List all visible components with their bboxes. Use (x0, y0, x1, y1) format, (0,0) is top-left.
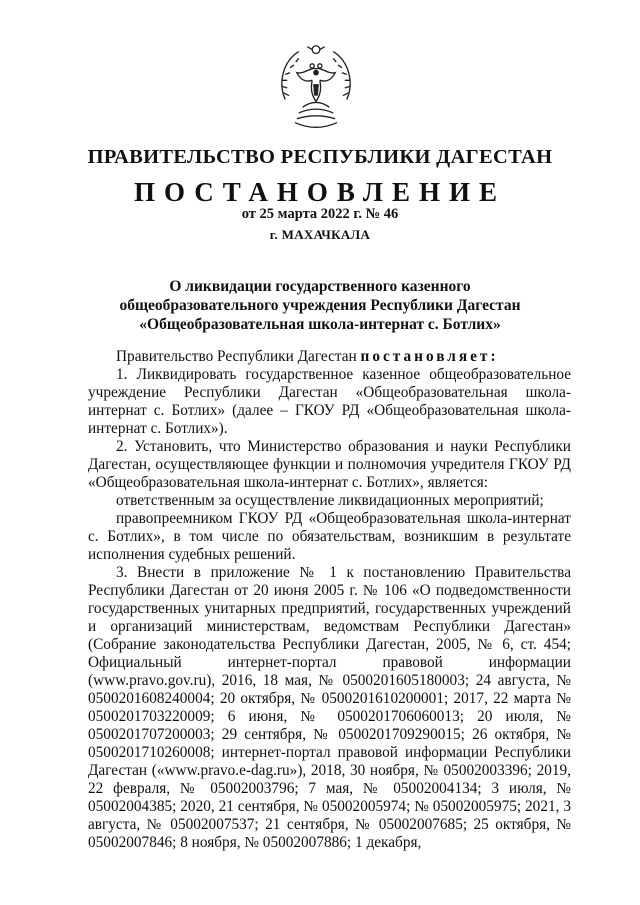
intro-text: Правительство Республики Дагестан (116, 348, 361, 365)
intro-keyword: постановляет: (360, 348, 499, 365)
document-type: ПОСТАНОВЛЕНИЕ (133, 177, 507, 207)
document-date-number: от 25 марта 2022 г. № 46 (241, 206, 399, 222)
coat-of-arms-icon (268, 40, 364, 136)
intro-paragraph (88, 348, 571, 366)
document-city: г. МАХАЧКАЛА (269, 227, 371, 242)
document-title (60, 277, 580, 334)
clause-1: 1. Ликвидировать государственное казенное общеобразовательное учреждение Республики Дагестан «Общеобразовательная школа-интернат с. Ботлих» (далее – ГКОУ РД «Общеобразовательная школа-интернат с. Ботлих»). (88, 366, 571, 437)
title-line: «Общеобразовательная школа-интернат с. Ботлих» (139, 316, 501, 333)
clause-2: 2. Установить, что Министерство образования и науки Республики Дагестан, осуществляющее функции и полномочия учредителя ГКОУ РД «Общеобразовательная школа-интернат с. Ботлих», является: (88, 438, 571, 491)
title-line: общеобразовательного учреждения Республики Дагестан (119, 297, 521, 314)
title-line: О ликвидации государственного казенного (169, 278, 471, 295)
clause-2a: ответственным за осуществление ликвидационных мероприятий; (116, 492, 544, 509)
clause-3: 3. Внести в приложение № 1 к постановлению Правительства Республики Дагестан от 20 июня 2005 г. № 106 «О подведомственности государственных унитарных предприятий, государственных учреждений и организаций министерствам, ведомствам Республики Дагестан» (Собрание законодательства Республики Дагестан, 2005, № 6, ст. 454; Официальный интернет-портал правовой информации (www.pravo.gov.ru), 2016, 18 мая, № 0500201605180003; 24 августа, № 0500201608240004; 20 октября, № 0500201610200001; 2017, 22 марта № 0500201703220009; 6 июня, № 0500201706060013; 20 июля, № 0500201707200003; 29 сентября, № 0500201709290015; 26 октября, № 0500201710260008; интернет-портал правовой информации Республики Дагестан («www.pravo.e-dag.ru»), 2018, 30 ноября, № 05002003396; 2019, 22 февраля, № 05002003796; 7 мая, № 05002004134; 3 июля, № 05002004385; 2020, 21 сентября, № 05002005974; № 05002005975; 2021, 3 августа, № 05002007537; 21 сентября, № 05002007685; 25 октября, № 05002007846; 8 ноября, № 05002007886; 1 декабря, (88, 564, 571, 851)
government-name: ПРАВИТЕЛЬСТВО РЕСПУБЛИКИ ДАГЕСТАН (87, 146, 553, 168)
document-body (88, 348, 571, 852)
clause-2b: правопреемником ГКОУ РД «Общеобразовательная школа-интернат с. Ботлих», в том числе по обязательствам, возникшим в результате исполнения судебных решений. (88, 510, 571, 563)
